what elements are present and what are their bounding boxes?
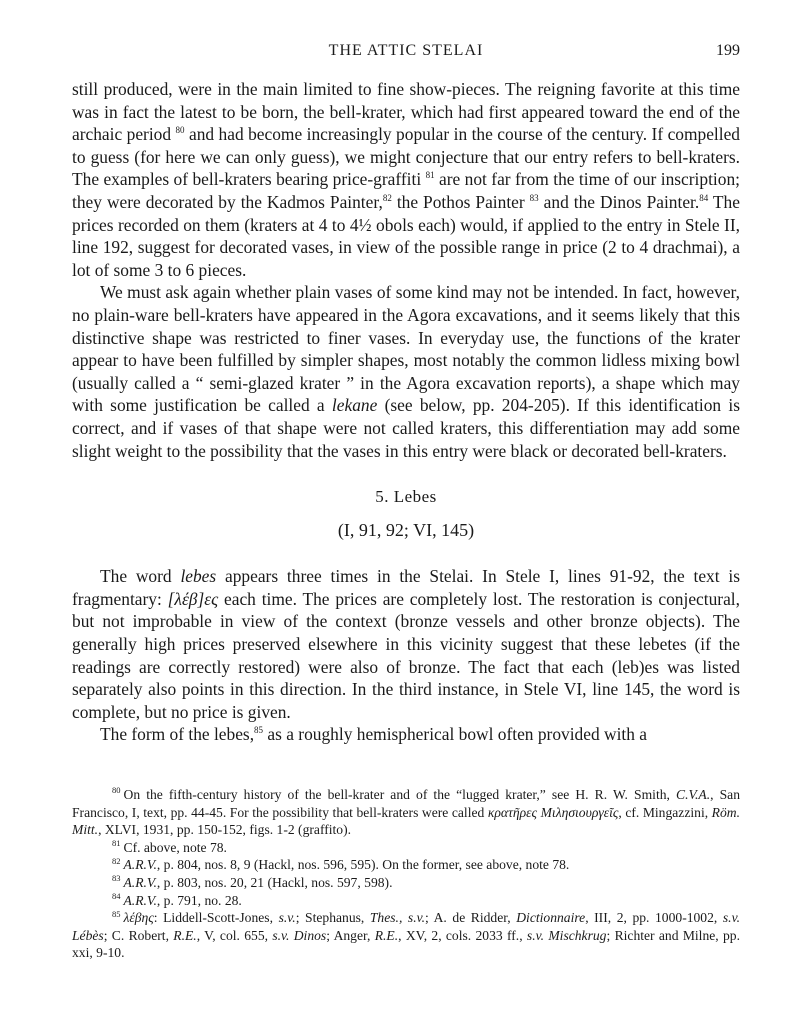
greek-lebetes: [λέβ]ες [167, 588, 219, 609]
term-lekane: lekane [331, 395, 378, 416]
footnote-ref-81[interactable]: 81 [425, 170, 435, 181]
footnote-83: $^{83}$ A.R.V., p. 803, nos. 20, 21 (Hackl, nos. 597, 598). [112, 873, 393, 890]
footnote-ref-83[interactable]: 83 [529, 193, 539, 204]
section-reference: (I, 91, 92; VI, 145) [337, 519, 475, 540]
fraction-half: ½ [358, 214, 372, 235]
page-number: 199 [716, 42, 740, 59]
footnote-85: $^{85}$ λέβης: Liddell-Scott-Jones, s.v.; Stephanus, Thes., s.v.; A. de Ridder, Dictionnaire, III, 2, pp. 1000-1002, s.v. Lébès; C. Robert, R.E., V, col. 655, s.v. Dinos; Anger, R.E., XV, 2, cols. 2033 ff., s.v. Mischkrug; Richter and Milne, pp. xxi, 9-10. [72, 908, 740, 961]
footnote-ref-85[interactable]: 85 [254, 725, 264, 736]
footnotes [72, 786, 740, 962]
term-lebes: lebes [180, 566, 217, 587]
footnote-ref-82[interactable]: 82 [382, 193, 392, 204]
section-heading: 5. Lebes [375, 487, 437, 507]
footnote-82: $^{82}$ A.R.V., p. 804, nos. 8, 9 (Hackl, nos. 596, 595). On the former, see above, note 78. [112, 855, 570, 873]
paragraph-3: The word lebes appears three times in the Stelai. In Stele I, lines 91-92, the text is fragmentary: [λέβ]ες each time. The prices are completely lost. The restoration is conjectural, but not improbable in view of the context (bronze vessels and other bronze objects). The generally high prices preserved elsewhere in this vicinity suggest that these lebetes (if the readings are correctly restored) were also of bronze. The fact that each (leb)es was listed separately also points in this direction. In the third instance, in Stele VI, line 145, the word is complete, but no price is given. [72, 566, 740, 722]
footnote-ref-80[interactable]: 80 [175, 125, 185, 136]
running-title: THE ATTIC STELAI [328, 42, 484, 59]
footnote-ref-84[interactable]: 84 [699, 193, 709, 204]
running-head [72, 42, 740, 68]
body-text [72, 78, 740, 746]
footnote-81: $^{81}$ Cf. above, note 78. [112, 838, 227, 855]
footnote-80: $^{80}$ On the fifth-century history of the bell-krater and of the “lugged krater,” see H. R. W. Smith, C.V.A., San Francisco, I, text, pp. 44-45. For the possibility that bell-kraters were called κρατῆρες Μιλησιουργεῖς, cf. Mingazzini, Röm. Mitt., XLVI, 1931, pp. 150-152, figs. 1-2 (graffito). [72, 785, 740, 838]
paragraph-1: still produced, were in the main limited to fine show-pieces. The reigning favorite at this time was in fact the latest to be born, the bell-krater, which had first appeared toward the end of the archaic period $^{80}$ and had become increasingly popular in the course of the century. If compelled to guess (for here we can only guess), we might conjecture that our entry refers to bell-kraters. The examples of bell-kraters bearing price-graffiti $^{81}$ are not far from the time of our inscription; they were decorated by the Kadmos Painter,$^{82}$ the Pothos Painter $^{83}$ and the Dinos Painter.$^{84}$ The prices recorded on them (kraters at 4 to 4½ obols each) would, if applied to the entry in Stele II, line 192, suggest for decorated vases, in view of the possible range in price (2 to 4 drachmai), a lot of some 3 to 6 pieces. [72, 79, 740, 280]
footnote-84: $^{84}$ A.R.V., p. 791, no. 28. [112, 891, 242, 908]
paragraph-4: The form of the lebes,$^{85}$ as a roughly hemispherical bowl often provided with a [100, 724, 648, 745]
paragraph-2: We must ask again whether plain vases of some kind may not be intended. In fact, however, no plain-ware bell-kraters have appeared in the Agora excavations, and it seems likely that this distinctive shape was restricted to finer vases. In everyday use, the functions of the krater appear to have been fulfilled by simpler shapes, most notably the common lidless mixing bowl (usually called a “ semi-glazed krater ” in the Agora excavation reports), a shape which may with some justification be called a lekane (see below, pp. 204-205). If this identification is correct, and if vases of that shape were not called kraters, this differentiation may add some slight weight to the possibility that the vases in this entry were black or decorated bell-kraters. [72, 282, 740, 461]
